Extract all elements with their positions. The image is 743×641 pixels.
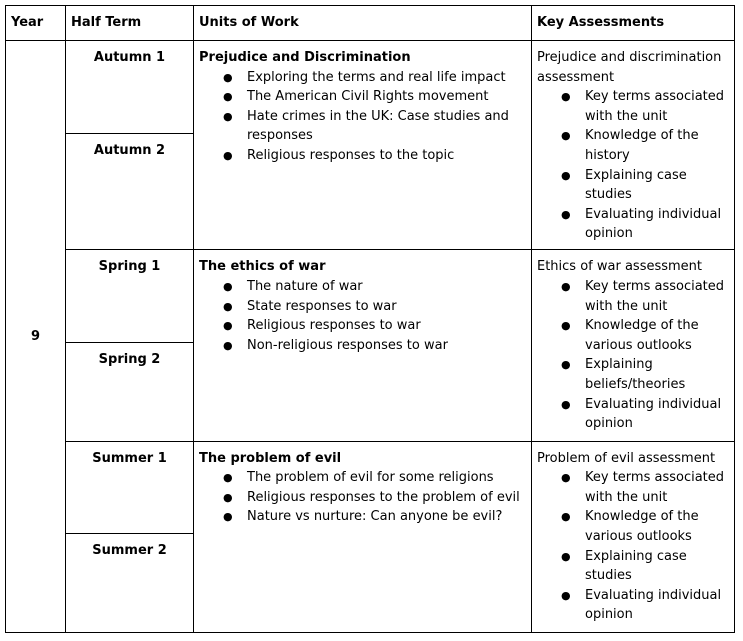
list-item: ● Explaining case studies (585, 547, 729, 586)
unit-list (199, 468, 526, 527)
list-item: ● Explaining case studies (585, 166, 729, 205)
list-item: ● Evaluating individual opinion (585, 395, 729, 434)
unit-list (199, 277, 526, 355)
assessment-list (537, 87, 729, 244)
list-item: ● Key terms associated with the unit (585, 277, 729, 316)
assessment-title: Prejudice and discrimination assessment (537, 50, 722, 85)
year-cell: 9 (6, 41, 66, 633)
list-item: ● Religious responses to war (247, 316, 526, 336)
list-item: ● Knowledge of the history (585, 126, 729, 165)
list-item: ● Knowledge of the various outlooks (585, 507, 729, 546)
list-item: ● Religious responses to the topic (247, 146, 526, 166)
half-term-cell: Autumn 1 (66, 41, 194, 134)
list-item: ● Explaining beliefs/theories (585, 355, 729, 394)
half-term-cell: Summer 1 (66, 441, 194, 534)
list-item: ● Knowledge of the various outlooks (585, 316, 729, 355)
list-item: ● State responses to war (247, 297, 526, 317)
header-year: Year (6, 6, 66, 41)
list-item: ● Exploring the terms and real life impact (247, 68, 526, 88)
table-row (6, 41, 735, 134)
list-item: ● Nature vs nurture: Can anyone be evil? (247, 507, 526, 527)
unit-title: The problem of evil (199, 450, 342, 466)
units-cell (194, 441, 532, 632)
half-term-cell: Spring 1 (66, 250, 194, 343)
unit-list (199, 68, 526, 166)
units-cell (194, 250, 532, 441)
half-term-cell: Spring 2 (66, 343, 194, 442)
assessment-list (537, 277, 729, 434)
assessment-list (537, 468, 729, 625)
list-item: ● Key terms associated with the unit (585, 468, 729, 507)
header-row (6, 6, 735, 41)
unit-title: The ethics of war (199, 259, 326, 275)
list-item: ● The problem of evil for some religions (247, 468, 526, 488)
units-cell (194, 41, 532, 250)
list-item: ● Evaluating individual opinion (585, 586, 729, 625)
header-units-of-work: Units of Work (194, 6, 532, 41)
assessment-cell (532, 250, 735, 441)
assessment-title: Ethics of war assessment (537, 259, 703, 275)
list-item: ● Key terms associated with the unit (585, 87, 729, 126)
assessment-cell (532, 41, 735, 250)
curriculum-table (5, 5, 735, 633)
table-row (6, 441, 735, 534)
list-item: ● The American Civil Rights movement (247, 87, 526, 107)
list-item: ● Hate crimes in the UK: Case studies and responses (247, 107, 526, 146)
header-key-assessments: Key Assessments (532, 6, 735, 41)
list-item: ● Evaluating individual opinion (585, 205, 729, 244)
table-row (6, 250, 735, 343)
unit-title: Prejudice and Discrimination (199, 50, 411, 65)
list-item: ● Non-religious responses to war (247, 336, 526, 356)
assessment-title: Problem of evil assessment (537, 450, 716, 466)
list-item: ● The nature of war (247, 277, 526, 297)
header-half-term: Half Term (66, 6, 194, 41)
list-item: ● Religious responses to the problem of evil (247, 488, 526, 508)
half-term-cell: Summer 2 (66, 534, 194, 633)
assessment-cell (532, 441, 735, 632)
half-term-cell: Autumn 2 (66, 133, 194, 250)
